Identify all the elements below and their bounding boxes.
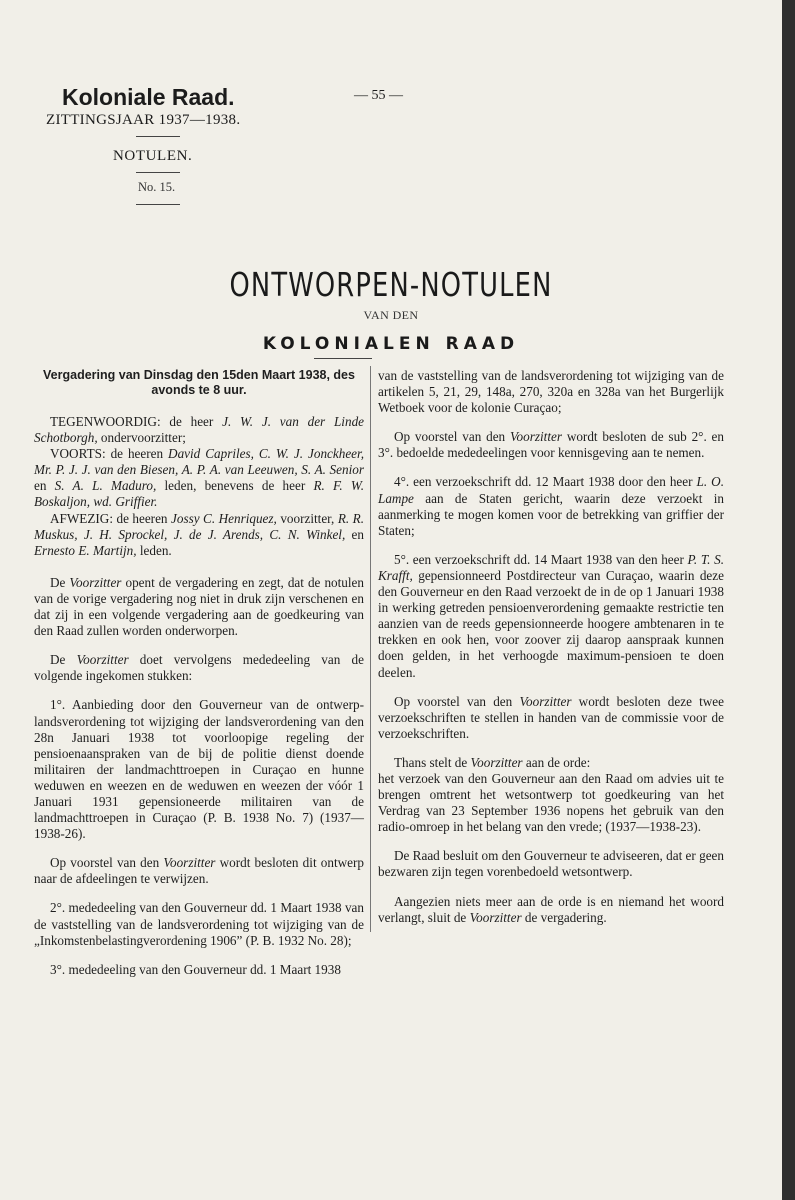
document-subtitle: VAN DEN bbox=[363, 308, 419, 322]
council-name-banner: KOLONIALEN RAAD bbox=[262, 334, 520, 354]
paragraph: Op voorstel van den Voorzitter wordt besloten de sub 2°. en 3°. bedoelde mededeelingen voor kennisgeving aan te nemen. bbox=[378, 429, 725, 461]
paragraph: De Voorzitter doet vervolgens mededeeling van de volgende ingekomen stukken: bbox=[34, 652, 364, 684]
paragraph: Op voorstel van den Voorzitter wordt besloten dit ontwerp naar de afdeelingen te verwijzen. bbox=[34, 855, 364, 887]
issue-number: No. 15. bbox=[138, 180, 176, 194]
paragraph: 1°. Aanbieding door den Gouverneur van de ontwerp-landsverordening tot wijziging der landsverordening van den 28n Januari 1938 tot voorloopige regeling der pensioenaanspraken van de bij de politie dienst doende militairen der landmachttroepen in Curaçao en hunne weduwen en weezen en de weduwen en weezen der vóór 1 Januari 1931 gepensioneerde militairen van de landmachttroepen in Curaçao (P. B. 1938 No. 7) (1937—1938-26). bbox=[34, 697, 364, 842]
paragraph: Aangezien niets meer aan de orde is en niemand het woord verlangt, sluit de Voorzitter de vergadering. bbox=[378, 893, 724, 925]
section-label: NOTULEN. bbox=[113, 148, 193, 164]
page-number: — 55 — bbox=[354, 88, 403, 103]
header-rule-1 bbox=[136, 136, 180, 137]
paragraph: Op voorstel van den Voorzitter wordt besloten deze twee verzoekschriften te stellen in handen van de commissie voor de verzoekschriften. bbox=[378, 693, 725, 741]
paragraph: De Raad besluit om den Gouverneur te adviseeren, dat er geen bezwaren zijn tegen vorenbedoeld wetsontwerp. bbox=[378, 848, 724, 880]
attendance-block bbox=[34, 414, 364, 559]
paragraph: 4°. een verzoekschrift dd. 12 Maart 1938 door den heer L. O. Lampe aan de Staten gericht, waarin deze verzoekt in aanmerking te mogen komen voor de betrekking van griffier der Staten; bbox=[378, 474, 725, 538]
session-year: ZITTINGSJAAR 1937—1938. bbox=[46, 112, 241, 128]
header-rule-2 bbox=[136, 172, 180, 173]
paragraph: De Voorzitter opent de vergadering en zegt, dat de notulen van de vorige vergadering nog niet in druk zijn verschenen en dat zij in een volgende vergadering aan de goedkeuring van den Raad zullen worden onderworpen. bbox=[34, 574, 364, 639]
masthead-rule bbox=[314, 358, 372, 359]
paragraph: van de vaststelling van de landsverordening tot wijziging van de artikelen 5, 21, 29, 148a, 270, 320a en 328a van het Burgerlijk Wetboek voor de kolonie Curaçao; bbox=[378, 368, 724, 416]
paragraph: Thans stelt de Voorzitter aan de orde: bbox=[394, 754, 591, 770]
council-title: Koloniale Raad. bbox=[62, 84, 235, 110]
right-column bbox=[378, 368, 724, 939]
attendance-present: TEGENWOORDIG: de heer J. W. J. van der Linde Schotborgh, ondervoorzitter; bbox=[34, 414, 365, 446]
left-column bbox=[34, 368, 364, 991]
column-divider bbox=[370, 366, 371, 932]
header-rule-3 bbox=[136, 204, 180, 205]
page-edge bbox=[782, 0, 795, 1200]
document-title: ONTWORPEN-NOTULEN bbox=[229, 265, 553, 304]
paragraph: 3°. mededeeling van den Gouverneur dd. 1 Maart 1938 bbox=[50, 961, 341, 977]
paragraph: 2°. mededeeling van den Gouverneur dd. 1 Maart 1938 van de vaststelling van de landsverordening tot wijziging van de „Inkomstenbelastingverordening 1906” (P. B. 1932 No. 28); bbox=[34, 900, 364, 948]
meeting-heading: Vergadering van Dinsdag den 15den Maart 1938, des avonds te 8 uur. bbox=[43, 368, 355, 397]
paragraph: het verzoek van den Gouverneur aan den Raad om advies uit te brengen omtrent het wetsontwerp tot goedkeuring van het Verdrag van 23 September 1936 nopens het gebruik van den radio-omroep in het belang van den vrede; (1937—1938-23). bbox=[378, 770, 724, 835]
attendance-also: VOORTS: de heeren David Capriles, C. W. J. Jonckheer, Mr. P. J. J. van den Biesen, A. P. A. van Leeuwen, S. A. Senior en S. A. L. Maduro, leden, benevens de heer R. F. W. Boskaljon, wd. Griffier. bbox=[34, 446, 365, 510]
attendance-absent: AFWEZIG: de heeren Jossy C. Henriquez, voorzitter, R. R. Muskus, J. H. Sprockel, J. de J. Arends, C. N. Winkel, en Ernesto E. Martijn, leden. bbox=[34, 510, 365, 558]
paragraph: 5°. een verzoekschrift dd. 14 Maart 1938 van den heer P. T. S. Krafft, gepensionneerd Postdirecteur van Curaçao, waarin deze den Gouverneur en den Raad verzoekt de in de op 1 Januari 1938 in werking getreden pensioenverordening gemaakte restrictie ten aanzien van de reeds gepensionneerde hoogere ambtenaren in te trekken en ook hen, voor zoover zij daarop aanspraak kunnen doen gelden, in het verhoogde maximum-pensioen te doen deelen. bbox=[378, 551, 724, 680]
